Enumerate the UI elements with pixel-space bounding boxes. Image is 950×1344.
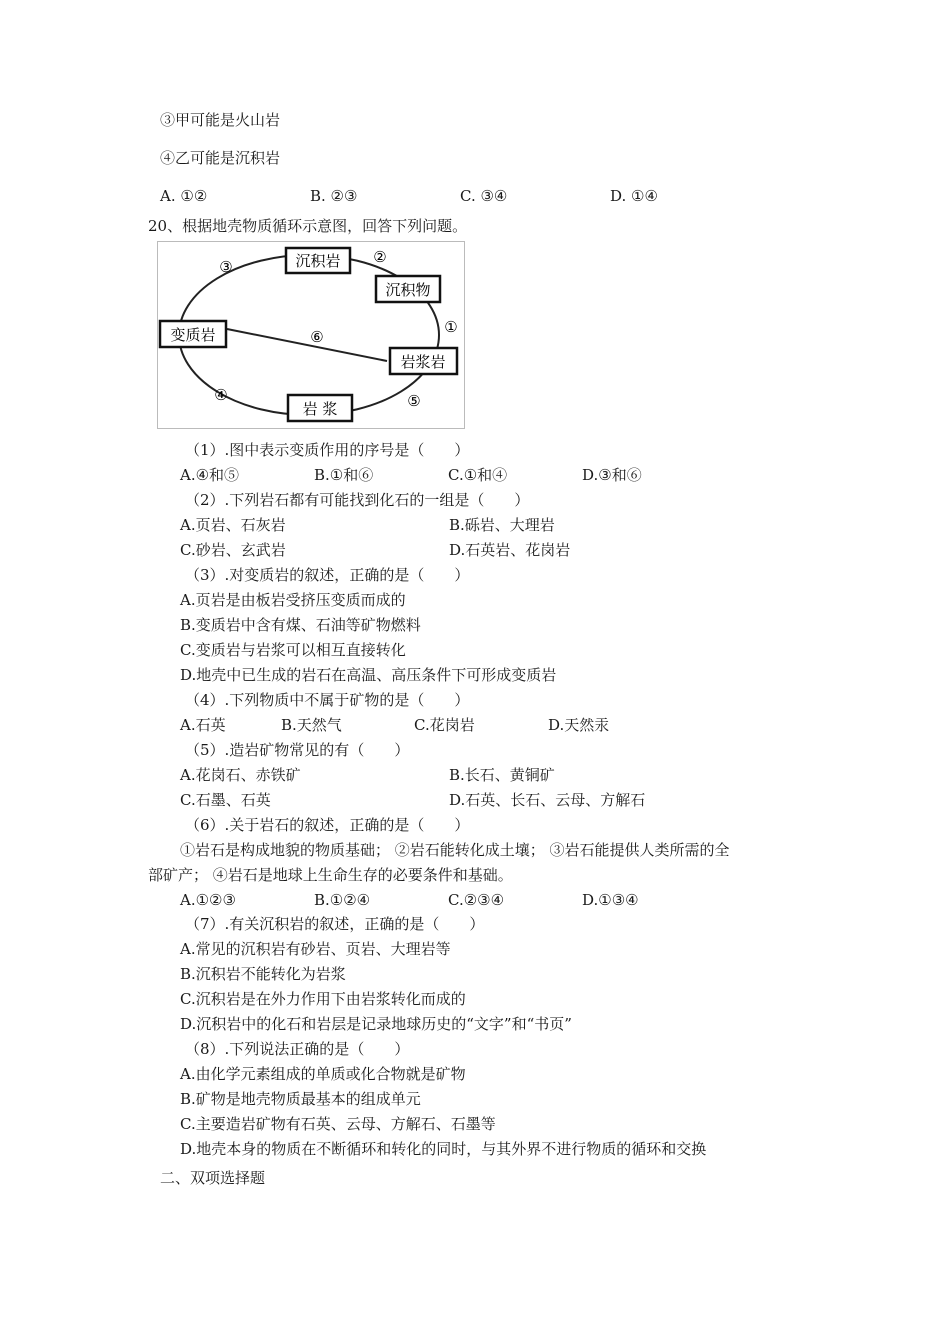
statement-3: ③甲可能是火山岩 xyxy=(160,111,281,129)
box-igneous-rock xyxy=(390,348,457,374)
sub5-option-c[interactable]: C.石墨、石英 xyxy=(180,791,271,809)
sub4-options xyxy=(180,715,780,735)
section-2-heading: 二、双项选择题 xyxy=(160,1169,266,1187)
label-n2: ② xyxy=(373,248,387,266)
sub7-option-b[interactable]: B.沉积岩不能转化为岩浆 xyxy=(180,965,346,983)
sub8-option-a[interactable]: A.由化学元素组成的单质或化合物就是矿物 xyxy=(180,1065,466,1083)
rock-cycle-diagram xyxy=(157,241,465,429)
label-metamorphic-rock: 变质岩 xyxy=(170,326,216,344)
sub7-option-d[interactable]: D.沉积岩中的化石和岩层是记录地球历史的“文字”和“书页” xyxy=(180,1015,572,1033)
sub1-stem: （1）.图中表示变质作用的序号是（ ） xyxy=(185,441,470,459)
label-magma: 岩 浆 xyxy=(302,400,338,418)
sub2-option-c[interactable]: C.砂岩、玄武岩 xyxy=(180,541,286,559)
sub6-option-b[interactable]: B.①②④ xyxy=(314,891,371,909)
sub5-option-a[interactable]: A.花岗石、赤铁矿 xyxy=(180,766,301,784)
box-sedimentary-rock xyxy=(286,248,350,273)
box-metamorphic-rock xyxy=(160,321,226,347)
sub2-stem: （2）.下列岩石都有可能找到化石的一组是（ ） xyxy=(185,491,530,509)
sub6-options xyxy=(180,890,780,910)
label-n6: ⑥ xyxy=(310,328,324,346)
sub8-stem: （8）.下列说法正确的是（ ） xyxy=(185,1040,410,1058)
sub5-option-b[interactable]: B.长石、黄铜矿 xyxy=(449,766,555,784)
sub6-option-d[interactable]: D.①③④ xyxy=(582,891,639,909)
sub2-option-b[interactable]: B.砾岩、大理岩 xyxy=(449,516,555,534)
sub6-option-a[interactable]: A.①②③ xyxy=(180,891,236,909)
sub1-option-d[interactable]: D.③和⑥ xyxy=(582,466,642,484)
sub8-option-c[interactable]: C.主要造岩矿物有石英、云母、方解石、石墨等 xyxy=(180,1115,496,1133)
label-n5: ⑤ xyxy=(407,392,421,410)
sub3-stem: （3）.对变质岩的叙述，正确的是（ ） xyxy=(185,566,470,584)
sub3-option-d[interactable]: D.地壳中已生成的岩石在高温、高压条件下可形成变质岩 xyxy=(180,666,557,684)
label-n1: ① xyxy=(444,318,458,336)
sub1-option-c[interactable]: C.①和④ xyxy=(448,466,508,484)
sub3-option-c[interactable]: C.变质岩与岩浆可以相互直接转化 xyxy=(180,641,406,659)
sub6-text-2: 部矿产； ④岩石是地球上生命生存的必要条件和基础。 xyxy=(148,866,513,884)
sub6-stem: （6）.关于岩石的叙述，正确的是（ ） xyxy=(185,816,470,834)
sub3-option-b[interactable]: B.变质岩中含有煤、石油等矿物燃料 xyxy=(180,616,421,634)
sub7-stem: （7）.有关沉积岩的叙述，正确的是（ ） xyxy=(185,915,485,933)
sub2-option-a[interactable]: A.页岩、石灰岩 xyxy=(180,516,286,534)
question-20-title: 20、根据地壳物质循环示意图，回答下列问题。 xyxy=(148,217,468,235)
sub1-option-a[interactable]: A.④和⑤ xyxy=(180,466,240,484)
option-b[interactable]: B. ②③ xyxy=(310,187,358,205)
sub4-option-b[interactable]: B.天然气 xyxy=(281,716,342,734)
label-n3: ③ xyxy=(219,258,233,276)
sub1-option-b[interactable]: B.①和⑥ xyxy=(314,466,374,484)
sub6-text-1: ①岩石是构成地貌的物质基础； ②岩石能转化成土壤； ③岩石能提供人类所需的全 xyxy=(180,841,730,859)
option-a[interactable]: A. ①② xyxy=(160,187,208,205)
box-sediment xyxy=(376,276,440,302)
sub3-option-a[interactable]: A.页岩是由板岩受挤压变质而成的 xyxy=(180,591,406,609)
sub5-stem: （5）.造岩矿物常见的有（ ） xyxy=(185,741,410,759)
sub4-option-a[interactable]: A.石英 xyxy=(180,716,226,734)
sub4-stem: （4）.下列物质中不属于矿物的是（ ） xyxy=(185,691,470,709)
sub4-option-c[interactable]: C.花岗岩 xyxy=(414,716,475,734)
label-sedimentary-rock: 沉积岩 xyxy=(295,252,341,270)
sub8-option-b[interactable]: B.矿物是地壳物质最基本的组成单元 xyxy=(180,1090,421,1108)
sub7-option-c[interactable]: C.沉积岩是在外力作用下由岩浆转化而成的 xyxy=(180,990,466,1008)
sub2-option-d[interactable]: D.石英岩、花岗岩 xyxy=(449,541,571,559)
sub8-option-d[interactable]: D.地壳本身的物质在不断循环和转化的同时，与其外界不进行物质的循环和交换 xyxy=(180,1140,707,1158)
sub5-option-d[interactable]: D.石英、长石、云母、方解石 xyxy=(449,791,646,809)
sub7-option-a[interactable]: A.常见的沉积岩有砂岩、页岩、大理岩等 xyxy=(180,940,451,958)
label-igneous-rock: 岩浆岩 xyxy=(400,353,446,371)
label-sediment: 沉积物 xyxy=(385,281,431,299)
label-n4: ④ xyxy=(214,386,228,404)
q19-options xyxy=(160,186,820,206)
sub4-option-d[interactable]: D.天然汞 xyxy=(548,716,610,734)
option-c[interactable]: C. ③④ xyxy=(460,187,508,205)
sub1-options xyxy=(180,465,780,485)
sub6-option-c[interactable]: C.②③④ xyxy=(448,891,505,909)
box-magma xyxy=(288,395,352,421)
statement-4: ④乙可能是沉积岩 xyxy=(160,149,281,167)
option-d[interactable]: D. ①④ xyxy=(610,187,658,205)
